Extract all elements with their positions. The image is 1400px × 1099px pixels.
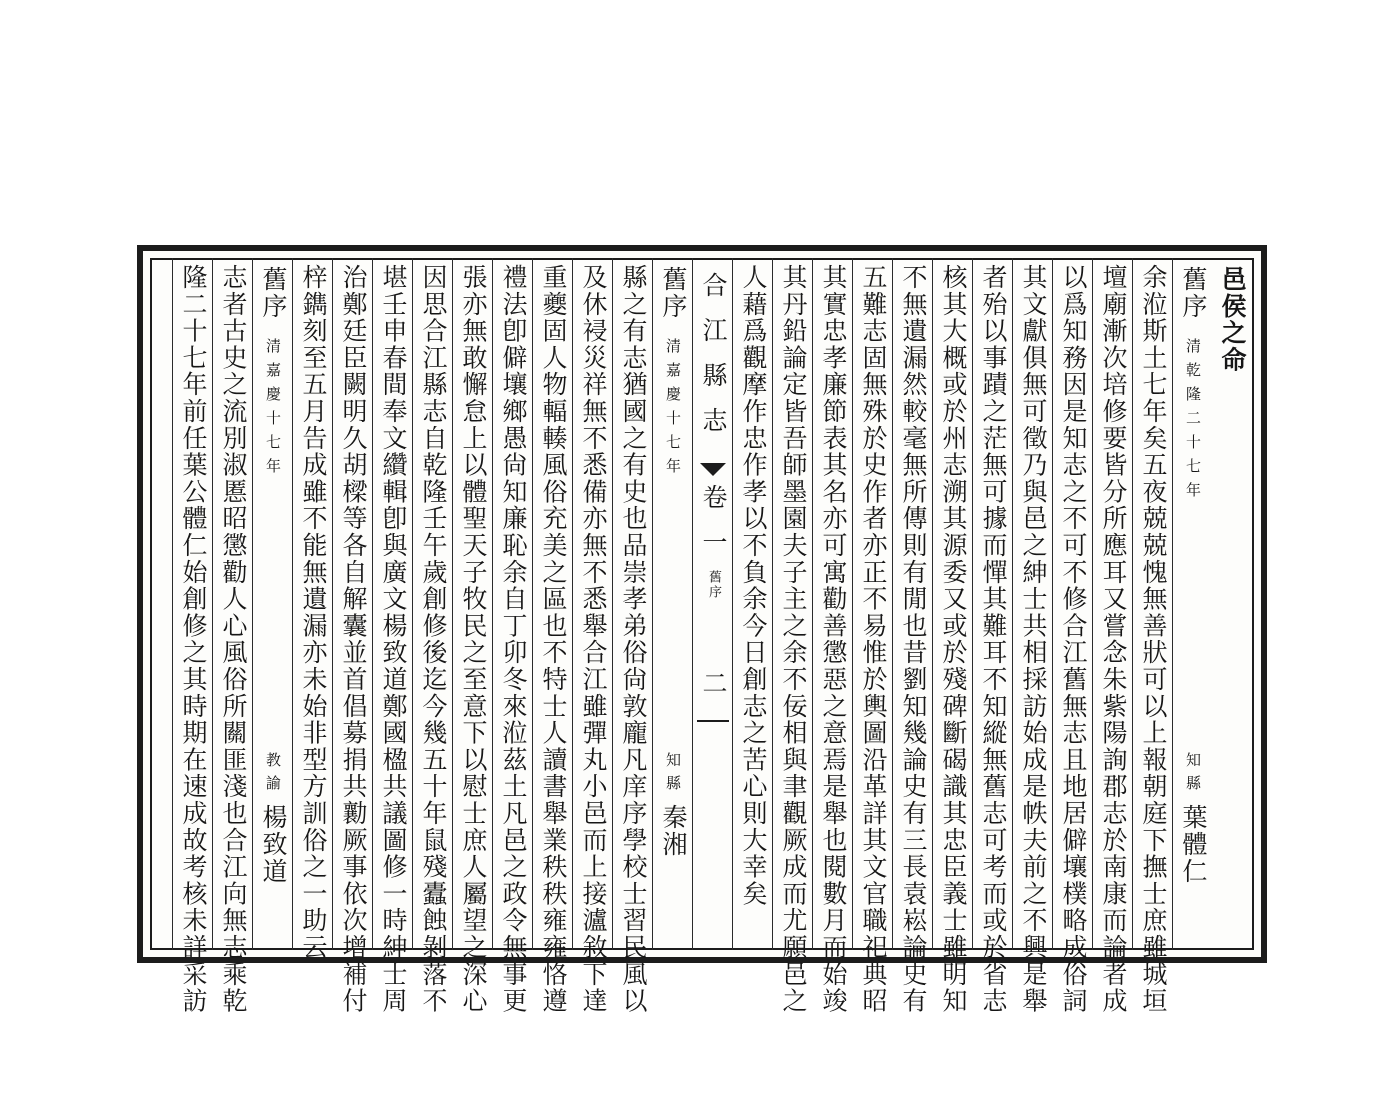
preface-date: 清嘉慶十七年 — [264, 338, 282, 482]
chapter-title: 邑侯之命 — [1218, 266, 1247, 374]
left-page-column — [532, 258, 572, 1015]
right-page-column — [1172, 258, 1212, 950]
text-column: 堪壬申春間奉文纘輯卽與廣文楊致道鄭國楹共議圖修一時紳士周 — [379, 264, 408, 1015]
right-page-column — [1212, 258, 1252, 950]
right-page-column — [972, 258, 1012, 1015]
left-page-column — [452, 258, 492, 1015]
right-page-column — [932, 258, 972, 1015]
text-column: 不無遺漏然較毫無所傳則有閒也昔劉知幾論史有三長袁崧論史有 — [899, 264, 928, 1015]
text-column: 梓鐫刻至五月告成雖不能無遺漏亦未始非型方訓俗之一助云 — [299, 264, 328, 961]
right-page-column — [892, 258, 932, 1015]
left-page-column — [292, 258, 332, 961]
right-page-column — [1012, 258, 1052, 1015]
text-column: 其文獻俱無可徵乃與邑之紳士共相採訪始成是帙夫前之不興是舉 — [1019, 264, 1048, 1015]
text-column: 以爲知務因是知志之不可不修合江舊無志且地居僻壤樸略成俗詞 — [1059, 264, 1088, 1015]
book-title: 合江縣志 — [699, 272, 728, 452]
text-column: 者殆以事蹟之茫無可據而憚其難耳不知縱無舊志可考而或於省志 — [979, 264, 1008, 1015]
fish-tail-bar — [697, 720, 729, 722]
text-column: 余涖斯土七年矣五夜兢兢愧無善狀可以上報朝庭下撫士庶雖城垣 — [1139, 264, 1168, 1015]
official-name: 秦湘 — [659, 804, 688, 858]
official-name: 楊致道 — [259, 804, 288, 885]
right-page-column — [772, 258, 812, 1015]
right-page-column — [1132, 258, 1172, 1015]
left-page-column — [612, 258, 652, 1015]
official-name: 葉體仁 — [1179, 804, 1208, 885]
text-column: 及休祲災祥無不悉備亦無不悉舉合江雖彈丸小邑而上接瀘敘下達 — [579, 264, 608, 1015]
volume-label: 卷一 — [699, 484, 728, 574]
right-page-column — [1092, 258, 1132, 1015]
right-page-column — [1052, 258, 1092, 1015]
left-page-column — [332, 258, 372, 1015]
right-page-column — [852, 258, 892, 1015]
fold-column — [692, 258, 732, 950]
text-column: 其實忠孝廉節表其名亦可寓勸善懲惡之意焉是舉也閱數月而始竣 — [819, 264, 848, 1015]
left-page-column — [492, 258, 532, 1015]
official-title: 教諭 — [264, 752, 282, 798]
left-page-column — [252, 258, 292, 950]
text-column: 其丹鉛論定皆吾師墨園夫子主之余不佞相與聿觀厥成而尤願邑之 — [779, 264, 808, 1015]
right-page-column — [732, 258, 772, 950]
right-page-column — [812, 258, 852, 1015]
official-title: 知縣 — [664, 752, 682, 798]
text-column: 人藉爲觀摩作忠作孝以不負余今日創志之苦心則大幸矣 — [739, 264, 768, 908]
text-column: 禮法卽僻壤鄉愚尙知廉恥余自丁卯冬來涖茲土凡邑之政令無事更 — [499, 264, 528, 1015]
page-number: 二 — [699, 670, 728, 697]
preface-date: 清嘉慶十七年 — [664, 338, 682, 482]
text-column: 核其大概或於州志溯其源委又或於殘碑斷碣識其忠臣義士雖明知 — [939, 264, 968, 1015]
left-page-column — [172, 258, 212, 1015]
text-column: 因思合江縣志自乾隆壬午歲創修後迄今幾五十年鼠殘蠹蝕剝落不 — [419, 264, 448, 1015]
left-page-column — [212, 258, 252, 1015]
text-column: 重夔固人物輻輳風俗充美之區也不特士人讀書舉業秩秩雍雍恪遵 — [539, 264, 568, 1015]
preface-date: 清乾隆二十七年 — [1184, 338, 1202, 506]
preface-heading: 舊序 — [659, 266, 688, 320]
text-column: 治鄭廷臣闕明久胡樑等各自解囊並首倡募捐共勷厥事依次增補付 — [339, 264, 368, 1015]
left-page-column — [372, 258, 412, 1015]
left-page-column — [572, 258, 612, 1015]
preface-heading: 舊序 — [1179, 266, 1208, 320]
text-column: 縣之有志猶國之有史也品崇孝弟俗尙敦龐凡庠序學校士習民風以 — [619, 264, 648, 1015]
text-column: 隆二十七年前任葉公體仁始創修之其時期在速成故考核未詳采訪 — [179, 264, 208, 1015]
text-column: 志者古史之流別淑慝昭懲勸人心風俗所關匪淺也合江向無志乘乾 — [219, 264, 248, 1015]
left-page-column — [652, 258, 692, 950]
fish-tail-mark — [693, 462, 733, 476]
official-title: 知縣 — [1184, 752, 1202, 798]
text-column: 五難志固無殊於史作者亦正不易惟於輿圖沿革詳其文官職祀典昭 — [859, 264, 888, 1015]
preface-heading: 舊序 — [259, 266, 288, 320]
text-column: 壇廟漸次培修要皆分所應耳又嘗念朱紫陽詢郡志於南康而論者成 — [1099, 264, 1128, 1015]
left-page-column — [412, 258, 452, 1015]
section-label: 舊序 — [706, 570, 721, 600]
text-column: 張亦無敢懈怠上以體聖天子牧民之至意下以慰士庶人屬望之深心 — [459, 264, 488, 1015]
